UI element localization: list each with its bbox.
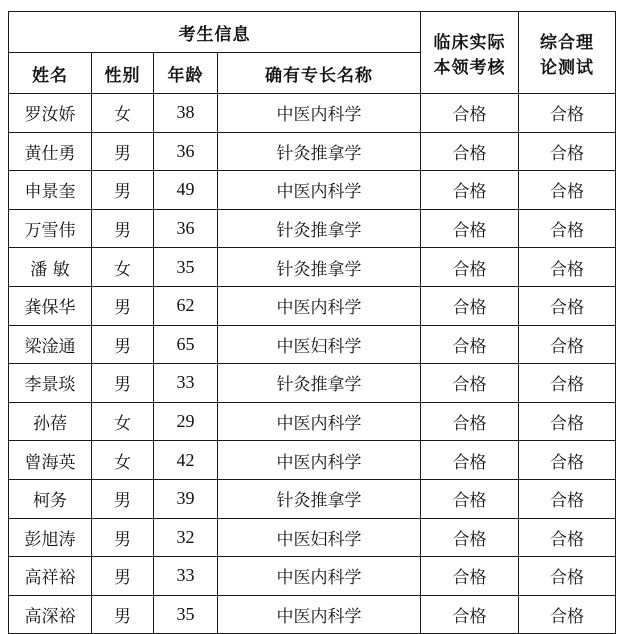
table-row [9, 557, 616, 596]
name-cell: 黄仕勇 [9, 132, 92, 171]
specialty-column-header: 确有专长名称 [218, 53, 421, 94]
name-cell: 李景琰 [9, 364, 92, 403]
clinical-result-cell: 合格 [421, 557, 519, 596]
specialty-cell: 中医内科学 [218, 557, 421, 596]
age-cell: 39 [154, 479, 218, 518]
table-row [9, 518, 616, 557]
age-cell: 38 [154, 94, 218, 133]
gender-cell: 女 [92, 248, 154, 287]
theory-result-cell: 合格 [519, 209, 616, 248]
age-cell: 35 [154, 595, 218, 634]
table-row [9, 132, 616, 171]
name-cell: 龚保华 [9, 286, 92, 325]
specialty-cell: 中医内科学 [218, 441, 421, 480]
name-cell: 潘 敏 [9, 248, 92, 287]
clinical-result-cell: 合格 [421, 595, 519, 634]
name-cell: 万雪伟 [9, 209, 92, 248]
clinical-header-line1: 临床实际 [433, 32, 506, 53]
clinical-result-cell: 合格 [421, 209, 519, 248]
name-cell: 柯务 [9, 479, 92, 518]
table-row [9, 248, 616, 287]
header-row-group [9, 12, 616, 53]
specialty-cell: 中医内科学 [218, 171, 421, 210]
age-cell: 42 [154, 441, 218, 480]
clinical-assessment-header [421, 12, 519, 94]
clinical-result-cell: 合格 [421, 171, 519, 210]
age-cell: 29 [154, 402, 218, 441]
theory-result-cell: 合格 [519, 325, 616, 364]
clinical-result-cell: 合格 [421, 94, 519, 133]
theory-header-line2: 论测试 [540, 57, 594, 78]
age-cell: 36 [154, 132, 218, 171]
clinical-result-cell: 合格 [421, 364, 519, 403]
age-column-header: 年龄 [154, 53, 218, 94]
name-cell: 梁淦通 [9, 325, 92, 364]
table-row [9, 286, 616, 325]
table-row [9, 364, 616, 403]
name-cell: 高祥裕 [9, 557, 92, 596]
name-column-header: 姓名 [9, 53, 92, 94]
theory-result-cell: 合格 [519, 479, 616, 518]
specialty-cell: 中医内科学 [218, 595, 421, 634]
theory-result-cell: 合格 [519, 364, 616, 403]
candidate-info-group-header: 考生信息 [9, 12, 421, 53]
theory-result-cell: 合格 [519, 557, 616, 596]
name-cell: 罗汝娇 [9, 94, 92, 133]
age-cell: 36 [154, 209, 218, 248]
age-cell: 62 [154, 286, 218, 325]
gender-cell: 男 [92, 325, 154, 364]
specialty-cell: 针灸推拿学 [218, 248, 421, 287]
theory-result-cell: 合格 [519, 132, 616, 171]
theory-result-cell: 合格 [519, 518, 616, 557]
gender-cell: 男 [92, 518, 154, 557]
theory-result-cell: 合格 [519, 402, 616, 441]
table-row [9, 595, 616, 634]
age-cell: 35 [154, 248, 218, 287]
specialty-cell: 中医妇科学 [218, 518, 421, 557]
table-row [9, 94, 616, 133]
clinical-header-line2: 本领考核 [433, 57, 506, 78]
theory-result-cell: 合格 [519, 248, 616, 287]
table-row [9, 325, 616, 364]
theory-test-header [519, 12, 616, 94]
theory-result-cell: 合格 [519, 171, 616, 210]
table-row [9, 479, 616, 518]
gender-cell: 男 [92, 132, 154, 171]
specialty-cell: 中医内科学 [218, 402, 421, 441]
age-cell: 32 [154, 518, 218, 557]
clinical-result-cell: 合格 [421, 286, 519, 325]
clinical-result-cell: 合格 [421, 248, 519, 287]
theory-result-cell: 合格 [519, 286, 616, 325]
table-header [9, 12, 616, 94]
clinical-result-cell: 合格 [421, 479, 519, 518]
gender-column-header: 性别 [92, 53, 154, 94]
specialty-cell: 中医内科学 [218, 286, 421, 325]
name-cell: 申景奎 [9, 171, 92, 210]
gender-cell: 男 [92, 209, 154, 248]
clinical-result-cell: 合格 [421, 402, 519, 441]
gender-cell: 男 [92, 171, 154, 210]
specialty-cell: 针灸推拿学 [218, 209, 421, 248]
candidate-results-table [8, 11, 616, 634]
table-body [9, 94, 616, 634]
clinical-result-cell: 合格 [421, 325, 519, 364]
theory-result-cell: 合格 [519, 595, 616, 634]
name-cell: 彭旭涛 [9, 518, 92, 557]
gender-cell: 女 [92, 441, 154, 480]
gender-cell: 男 [92, 364, 154, 403]
table-row [9, 441, 616, 480]
theory-result-cell: 合格 [519, 441, 616, 480]
clinical-result-cell: 合格 [421, 518, 519, 557]
specialty-cell: 针灸推拿学 [218, 364, 421, 403]
specialty-cell: 中医妇科学 [218, 325, 421, 364]
gender-cell: 女 [92, 402, 154, 441]
specialty-cell: 针灸推拿学 [218, 132, 421, 171]
specialty-cell: 中医内科学 [218, 94, 421, 133]
gender-cell: 男 [92, 595, 154, 634]
name-cell: 曾海英 [9, 441, 92, 480]
theory-header-line1: 综合理 [540, 32, 594, 53]
table-row [9, 171, 616, 210]
gender-cell: 男 [92, 557, 154, 596]
clinical-result-cell: 合格 [421, 441, 519, 480]
name-cell: 高深裕 [9, 595, 92, 634]
name-cell: 孙蓓 [9, 402, 92, 441]
gender-cell: 男 [92, 286, 154, 325]
theory-result-cell: 合格 [519, 94, 616, 133]
gender-cell: 女 [92, 94, 154, 133]
age-cell: 49 [154, 171, 218, 210]
table-row [9, 209, 616, 248]
age-cell: 33 [154, 364, 218, 403]
gender-cell: 男 [92, 479, 154, 518]
clinical-result-cell: 合格 [421, 132, 519, 171]
table-row [9, 402, 616, 441]
age-cell: 33 [154, 557, 218, 596]
specialty-cell: 针灸推拿学 [218, 479, 421, 518]
age-cell: 65 [154, 325, 218, 364]
